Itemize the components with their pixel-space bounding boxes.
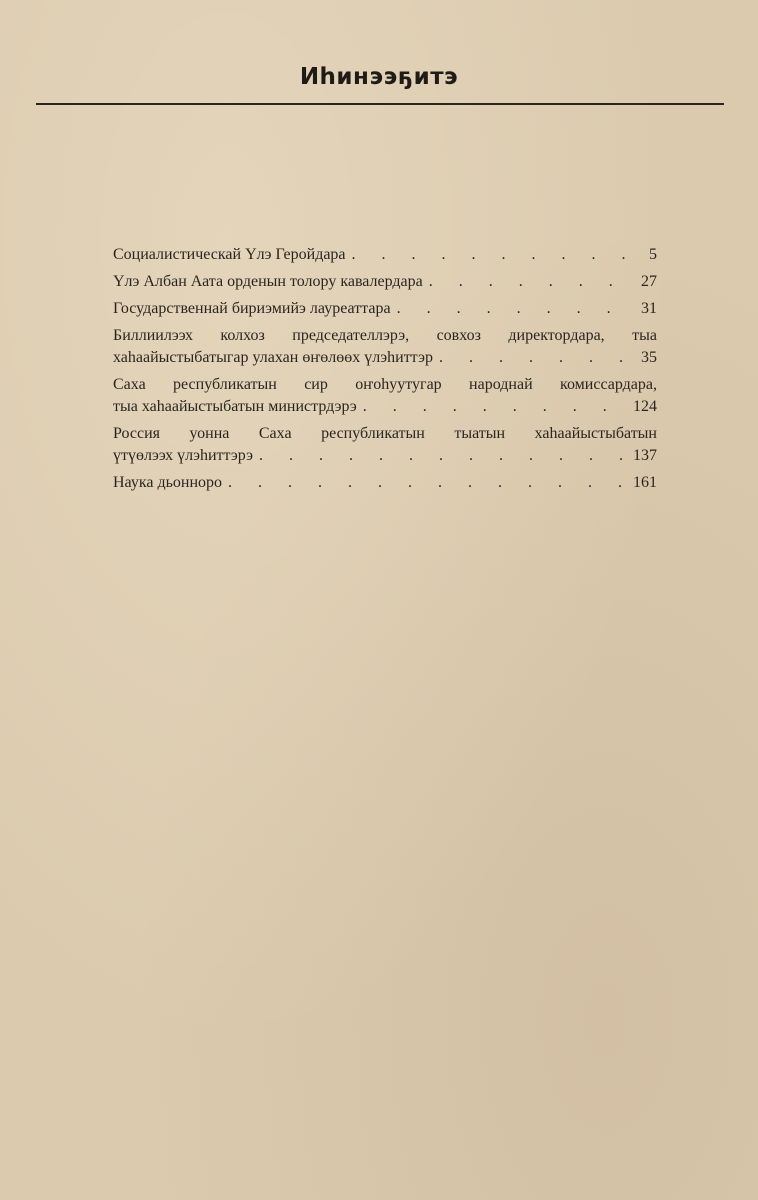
- toc-entry[interactable]: [113, 374, 657, 418]
- toc-page-number: 5: [649, 246, 657, 263]
- dot-leader: [429, 271, 633, 293]
- toc-entry-title: Үлэ Албан Аата орденын толору кавалердара: [113, 273, 423, 290]
- toc-page-number: 31: [641, 300, 657, 317]
- toc-entry-title-cont: хаһаайыстыбатыгар улахан өҥөлөөх үлэһиттэр: [113, 349, 433, 366]
- dot-leader: [439, 347, 633, 369]
- title-rule: [36, 103, 724, 105]
- toc-line: [113, 244, 657, 266]
- toc-entry[interactable]: [113, 271, 657, 293]
- dot-leader: [228, 472, 627, 494]
- toc-entry-title: Наука дьонноро: [113, 474, 223, 491]
- toc-line: [113, 396, 657, 418]
- toc-line: [113, 472, 657, 494]
- dot-leader: [259, 445, 627, 467]
- toc-line: [113, 298, 657, 320]
- toc-entry-title: Социалистическай Үлэ Геройдара: [113, 246, 346, 263]
- toc-line: [113, 423, 657, 445]
- toc-page-number: 35: [641, 349, 657, 366]
- toc-entry-title-cont: үтүөлээх үлэһиттэрэ: [113, 447, 254, 464]
- toc-entry-title: Россия уонна Саха республикатын тыатын хаһаайыстыбатын: [113, 425, 657, 442]
- toc-entry-title: Саха республикатын сир оҥоһуутугар народнай комиссардара,: [113, 376, 657, 393]
- toc-entry-title: Государственнай бириэмийэ лауреаттара: [113, 300, 391, 317]
- toc-page-number: 27: [641, 273, 657, 290]
- toc-entry[interactable]: [113, 244, 657, 266]
- toc-entry-title-cont: тыа хаһаайыстыбатын министрдэрэ: [113, 398, 357, 415]
- toc-entry[interactable]: [113, 325, 657, 369]
- toc-entry[interactable]: [113, 423, 657, 467]
- toc-entry[interactable]: [113, 298, 657, 320]
- toc-page-number: 124: [633, 398, 657, 415]
- table-of-contents: [113, 244, 657, 499]
- toc-page-number: 137: [633, 447, 657, 464]
- toc-entry[interactable]: [113, 472, 657, 494]
- page-title: Иһинээҕитэ: [299, 64, 459, 90]
- dot-leader: [397, 298, 633, 320]
- toc-line: [113, 347, 657, 369]
- toc-page-number: 161: [633, 474, 657, 491]
- toc-entry-title: Биллиилээх колхоз председателлэрэ, совхоз директордара, тыа: [113, 327, 657, 344]
- toc-line: [113, 445, 657, 467]
- dot-leader: [363, 396, 627, 418]
- dot-leader: [352, 244, 633, 266]
- toc-line: [113, 271, 657, 293]
- toc-line: [113, 374, 657, 396]
- toc-line: [113, 325, 657, 347]
